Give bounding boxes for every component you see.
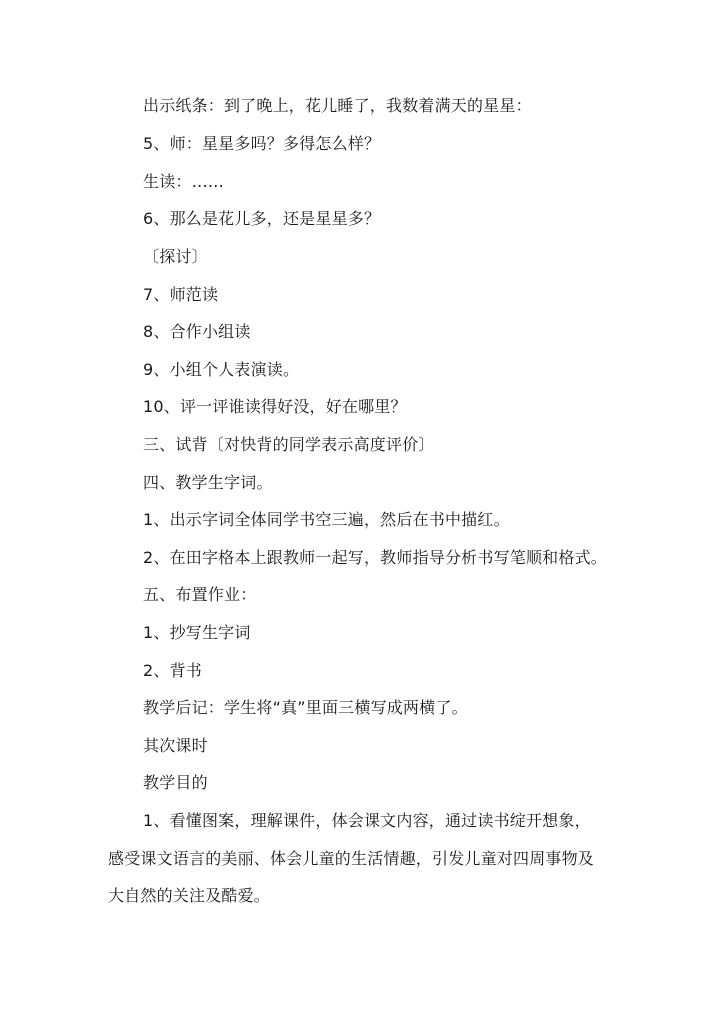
text-line: 大自然的关注及酷爱。 — [108, 886, 271, 905]
text-line: 1、抄写生字词 — [143, 623, 251, 642]
text-line: 2、背书 — [143, 661, 202, 680]
text-line: 5、师：星星多吗？多得怎么样？ — [143, 134, 381, 153]
text-line: 五、布置作业： — [143, 585, 257, 604]
text-line: 四、教学生字词。 — [143, 473, 273, 492]
text-line: 教学目的 — [143, 773, 208, 792]
text-line: 7、师范读 — [143, 285, 219, 304]
text-line: 〔探讨〕 — [143, 247, 208, 266]
text-line: 2、在田字格本上跟教师一起写，教师指导分析书写笔顺和格式。 — [143, 548, 607, 567]
text-line: 感受课文语言的美丽、体会儿童的生活情趣，引发儿童对四周事物及 — [108, 849, 595, 868]
text-line: 9、小组个人表演读。 — [143, 360, 300, 379]
text-line: 8、合作小组读 — [143, 322, 251, 341]
text-line: 其次课时 — [143, 736, 208, 755]
text-line: 10、评一评谁读得好没，好在哪里？ — [143, 397, 407, 416]
text-line: 1、看懂图案，理解课件，体会课文内容，通过读书绽开想象， — [143, 811, 591, 830]
text-line: 出示纸条：到了晚上，花儿睡了，我数着满天的星星： — [143, 96, 532, 115]
text-line: 生读：…… — [143, 172, 225, 191]
text-line: 1、出示字词全体同学书空三遍，然后在书中描红。 — [143, 510, 510, 529]
text-line: 教学后记：学生将“真”里面三横写成两横了。 — [143, 698, 468, 717]
text-line: 6、那么是花儿多，还是星星多？ — [143, 209, 381, 228]
text-line: 三、试背〔对快背的同学表示高度评价〕 — [143, 435, 435, 454]
